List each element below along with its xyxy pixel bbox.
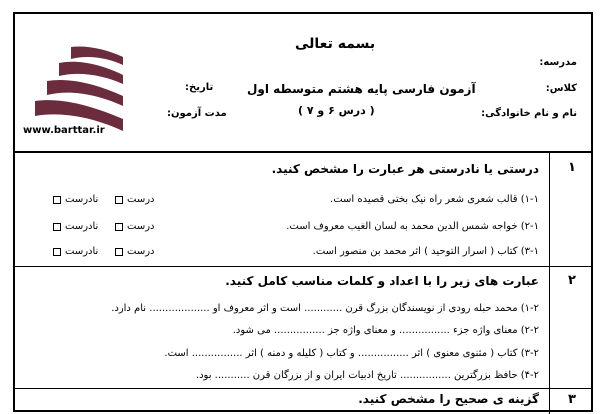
question-number: ۱ <box>568 160 576 175</box>
question-item: ۱-۱) قالب شعری شعر راه نیک بختی قصیده است. <box>330 194 539 205</box>
site-url: www.barttar.ir <box>23 125 105 136</box>
number-column-divider <box>549 153 550 414</box>
exam-header <box>15 14 591 151</box>
true-label: درست <box>127 194 155 205</box>
true-checkbox[interactable] <box>115 248 123 256</box>
false-checkbox[interactable] <box>53 196 61 204</box>
bismillah-heading: بسمه تعالی <box>295 36 376 52</box>
question-title: گزینه ی صحیح را مشخص کنید. <box>358 392 539 406</box>
true-option[interactable] <box>115 194 154 205</box>
student-name-label: نام و نام خانوادگی: <box>481 108 577 119</box>
true-option[interactable] <box>115 221 154 232</box>
false-checkbox[interactable] <box>53 248 61 256</box>
true-label: درست <box>127 221 155 232</box>
exam-title: آزمون فارسی پایه هشتم متوسطه اول <box>247 82 476 96</box>
school-label: مدرسه: <box>539 57 577 68</box>
false-option[interactable] <box>53 246 98 257</box>
question-item: ۲-۱) خواجه شمس الدین محمد به لسان الغیب معروف است. <box>286 221 539 232</box>
question-item: ۴-۲) حافظ بزرگترین ................ تاریخ ادبیات ایران و از بزرگان قرن ........... بود. <box>195 370 539 381</box>
false-label: نادرست <box>65 194 99 205</box>
header-divider <box>15 151 591 153</box>
question-number: ۳ <box>568 392 576 407</box>
question-item: ۳-۲) کتاب ( مثنوی معنوی ) اثر ................ و کتاب ( کلیله و دمنه ) اثر ................ است. <box>164 348 539 359</box>
question-title: عبارت های زیر را با اعداد و کلمات مناسب کامل کنید. <box>225 274 539 288</box>
question-title: درستی یا نادرستی هر عبارت را مشخص کنید. <box>271 162 539 176</box>
duration-label: مدت آزمون: <box>167 108 227 119</box>
class-label: کلاس: <box>545 83 577 94</box>
question-divider <box>15 388 591 389</box>
true-label: درست <box>127 246 155 257</box>
date-label: تاریخ: <box>185 82 214 93</box>
false-option[interactable] <box>53 194 98 205</box>
false-label: نادرست <box>65 221 99 232</box>
false-label: نادرست <box>65 246 99 257</box>
true-checkbox[interactable] <box>115 196 123 204</box>
question-item: ۱-۲) محمد حبله رودی از نویسندگان بزرگ قرن ............ است و اثر معروف او ................... نام دارد. <box>111 303 539 314</box>
false-option[interactable] <box>53 221 98 232</box>
false-checkbox[interactable] <box>53 223 61 231</box>
question-item: ۳-۱) کتاب ( اسرار التوحید ) اثر محمد بن منصور است. <box>312 246 539 257</box>
question-item: ۲-۲) معنای واژه جزء ................ و معنای واژه جز ................ می شود. <box>232 325 539 336</box>
question-number: ۲ <box>568 273 576 288</box>
true-checkbox[interactable] <box>115 223 123 231</box>
question-divider <box>15 266 591 267</box>
true-option[interactable] <box>115 246 154 257</box>
exam-sheet <box>13 12 593 412</box>
lessons-label: ( درس ۶ و ۷ ) <box>298 104 375 117</box>
